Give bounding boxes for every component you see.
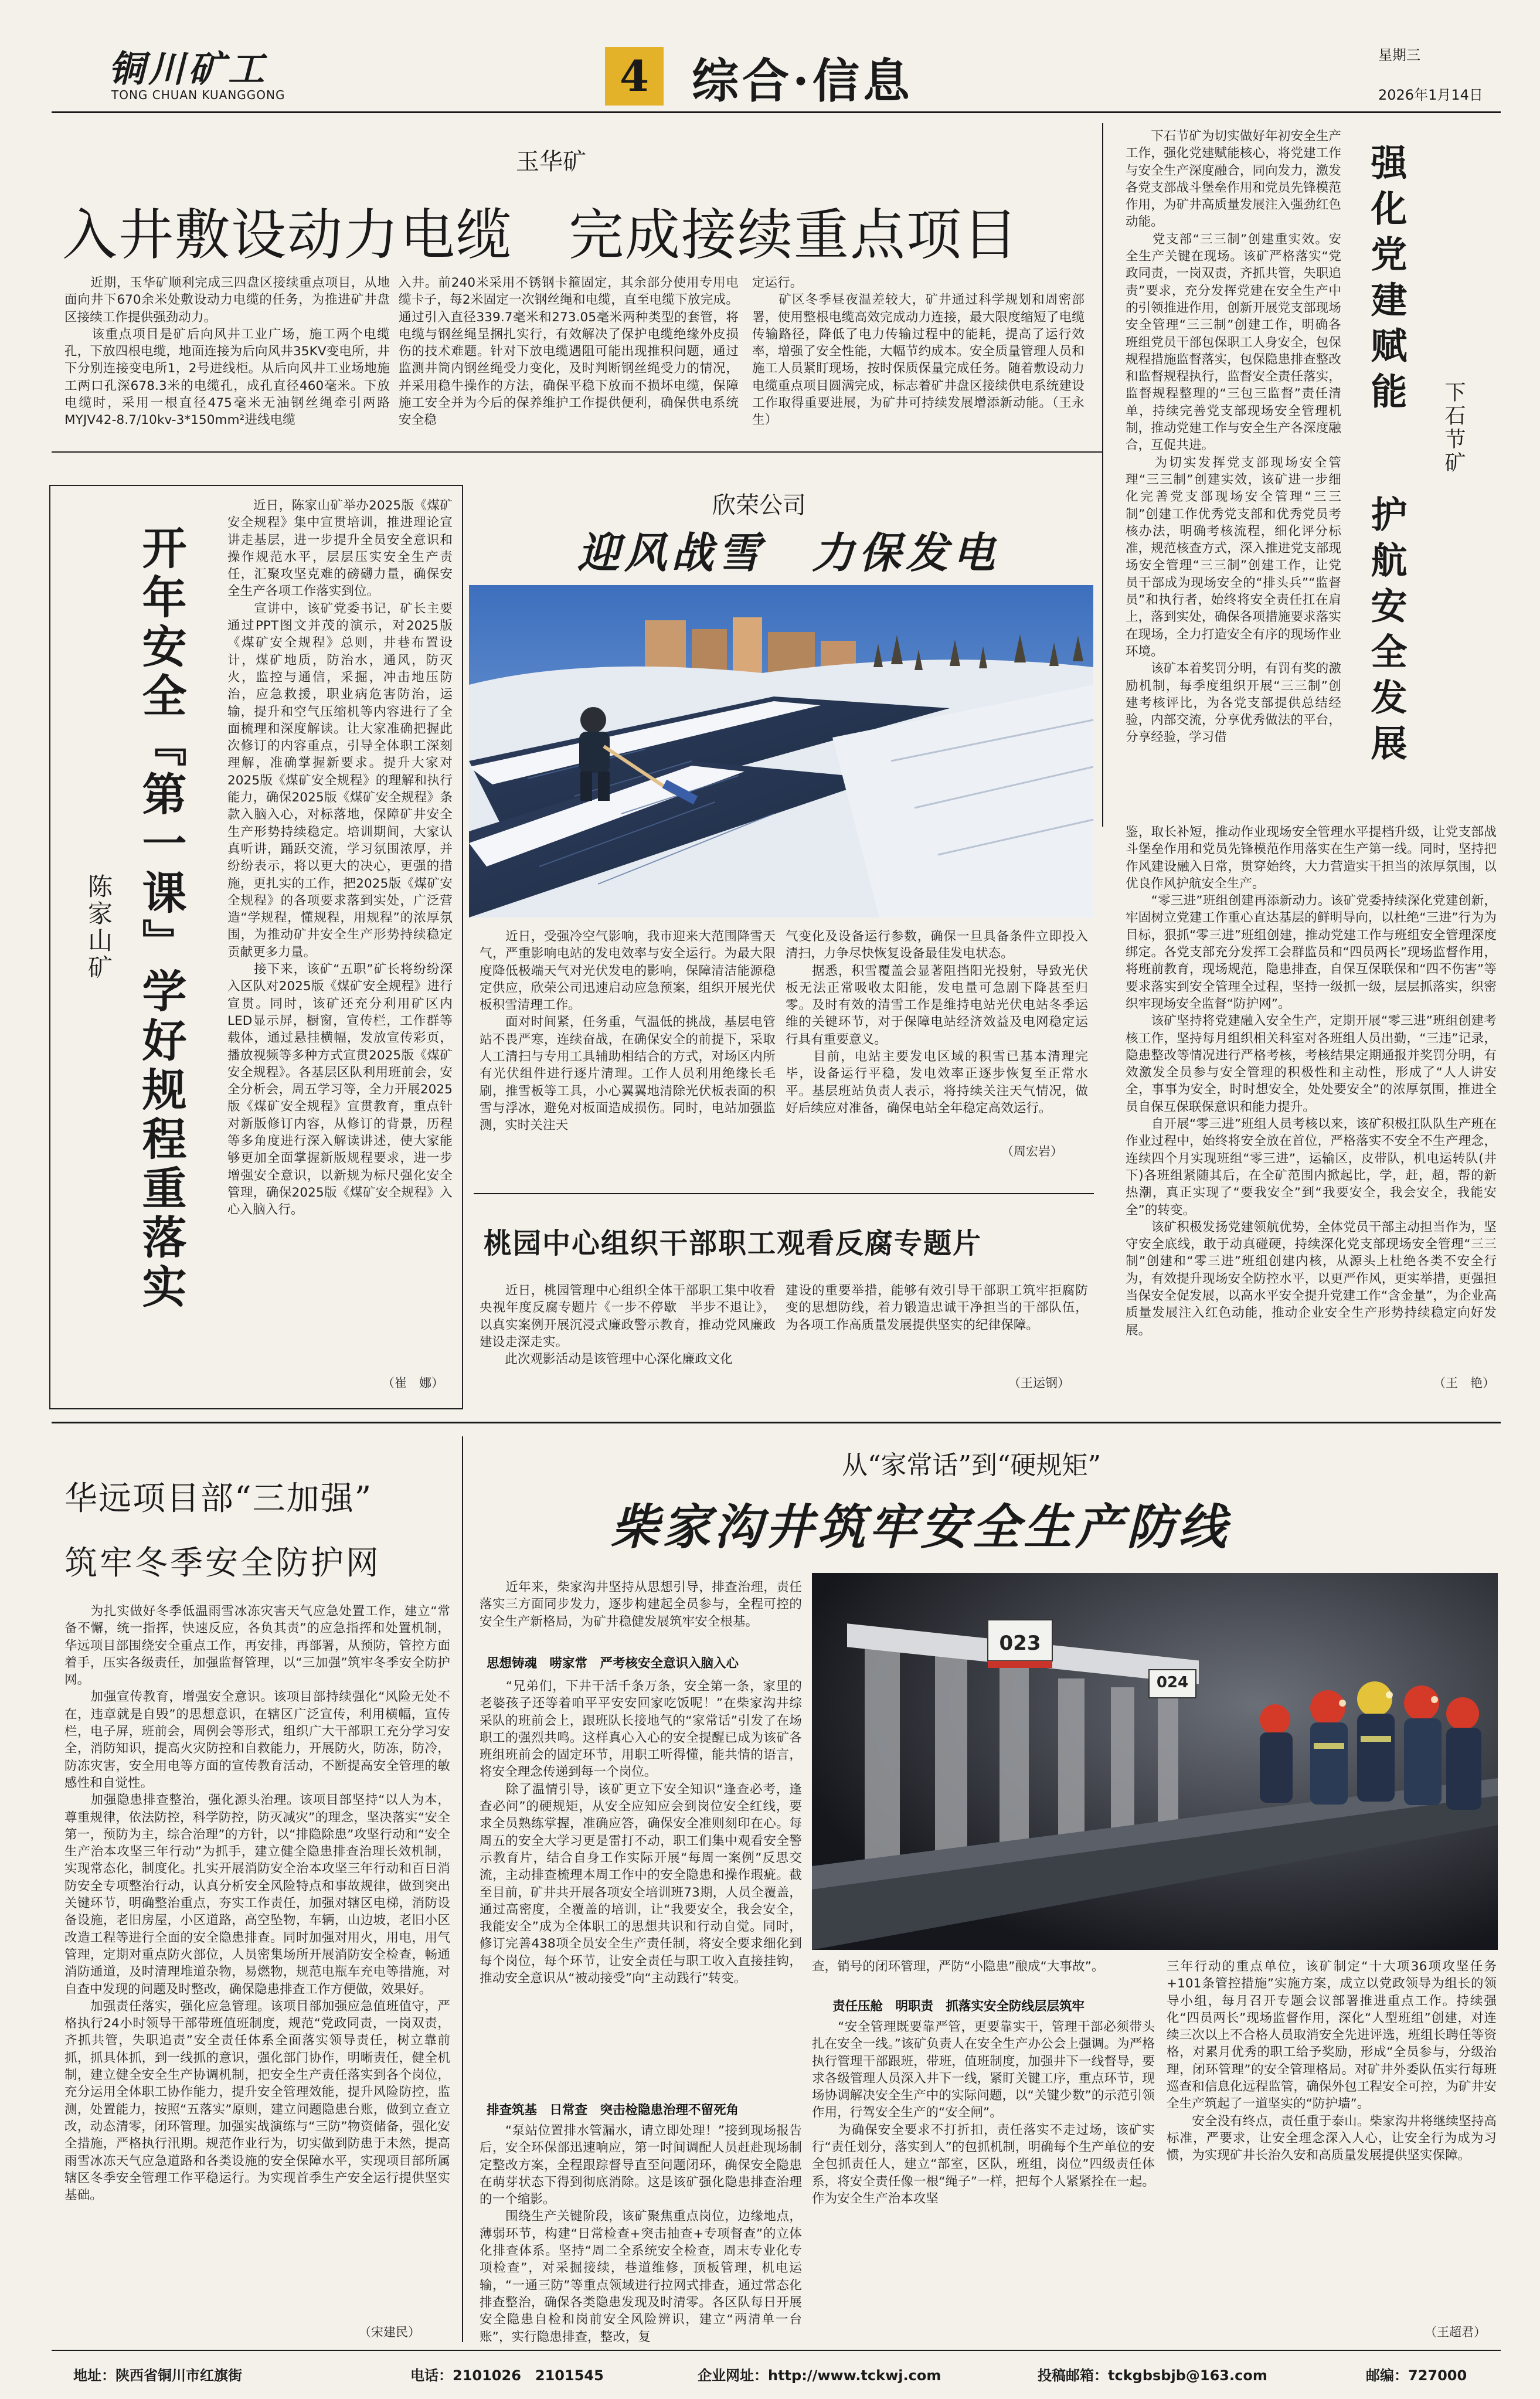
section-title: 综合·信息 bbox=[692, 53, 913, 108]
article6-body: 为扎实做好冬季低温雨雪冰冻灾害天气应急处置工作，建立“常备不懈，统一指挥，快速反应，各负其责”的应急指挥和处置机制，华远项目部围绕安全重点工作，再安排，再部署，从预防，管控方面着手，压实各级责任，加强监督管理，以“三加强”筑牢冬季安全防护网。 加强宣传教育，增强安全意识。该项目部持续强化“风险无处不在，违章就是自毁”的思想意识，在辖区广泛宣传，利用横幅，宣传栏，电子屏，班前会，周例会等形式，组织广大干部职工充分学习安全，消防知识，提高火灾防控和自救能力，开展防火，防冻，防冷，防冻灾害，安全用电等方面的宣传教育活动，不断提高安全管理的敏感性和自觉性。 加强隐患排查整治，强化源头治理。该项目部坚持“以人为本，尊重规律，依法防控，科学防控，防灭减灾”的理念，坚决落实“安全第一，预防为主，综合治理”的方针，以“排隐除患”攻坚行动和“安全生产治本攻坚三年行动”为抓手，建立健全隐患排查治理长效机制，实现常态化，制度化。扎实开展消防安全治本攻坚三年行动和百日消防安全专项整治行动，认真分析安全风险特点和事故规律，做到突出关键环节，明确整治重点，夯实工作责任，加强对辖区电梯，消防设备设施，老旧房屋，小区道路，高空坠物，车辆，山边坡，老旧小区改造工程等进行全面的安全隐患排查。同时加强对用火，用电，用气管理，定期对重点防火部位，人员密集场所开展消防安全检查，畅通消防通道，及时清理堆道杂物，易燃物，规范电瓶车充电等措施，对自查中发现的问题及时整改，确保隐患排查工作方便做，效果好。 加强责任落实，强化应急管理。该项目部加强应急值班值守，严格执行24小时领导干部带班值班制度，规范“党政同责，一岗双责，齐抓共管，失职追责”安全责任体系全面落实领导责任，树立靠前抓，抓具体抓，到一线抓的意识，强化部门协作，明晰责任，健全机制，建立健全安全生产协调机制，把安全生产责任落实到各个岗位，充分运用全体职工协作能力，提升安全管理效能，提升风险防控，监测，处置能力，按照“五落实”原则，建立问题隐患台账，做到立查立改，动态清零，闭环管理。加强实战演练与“三防”物资储备，强化安全措施，严格执行汛期。规范作业行为，切实做到防患于未然，提高雨雪冰冻天气应急道路和各类设施的安全保障水平，实现项目部所属辖区冬季安全管理工作平稳运行。为实现首季生产安全运行提供坚实基础。 bbox=[64, 1604, 450, 2203]
article5-headline-1: 强化党建赋能 bbox=[1365, 144, 1408, 418]
solar-snow-illustration bbox=[469, 585, 1093, 918]
mine-sign-2: 024 bbox=[1156, 1674, 1189, 1691]
masthead-rule bbox=[52, 111, 1501, 113]
article4-col1: 近日，桃园管理中心组织全体干部职工集中收看央视年度反腐专题片《一步不停歇 半步不退让》，以真实案例开展沉浸式廉政警示教育，推动党风廉政建设走深走实。 此次观影活动是该管理中心深化廉政文化 bbox=[480, 1283, 776, 1367]
article2-signature: （崔 娜） bbox=[382, 1376, 444, 1390]
article7-sec2: “泵站位置排水管漏水，请立即处理！”接到现场报告后，安全环保部迅速响应，第一时间调配人员赶赴现场制定整改方案，全程跟踪督导直至问题闭环，确保安全隐患在萌芽状态下得到彻底消除。这是该矿强化隐患排查治理的一个缩影。 围绕生产关键阶段，该矿聚焦重点岗位，边缘地点，薄弱环节，构建“日常检查+突击抽查+专项督查”的立体化排查体系。坚持“周二全系统安全检查，周末专业化专项检查”，对采掘接续，巷道维修，顶板管理，机电运输，“一通三防”等重点领域进行拉网式排查，通过常态化排查整治，确保各类隐患发现及时清零。各区队每日开展安全隐患自检和岗前安全风险辨识，建立“两清单一台账”，实行隐患排查，整改，复 bbox=[480, 2123, 802, 2344]
page-number: 4 bbox=[619, 51, 650, 101]
article3-col1: 近日，受强冷空气影响，我市迎来大范围降雪天气，严重影响电站的发电效率与安全运行。为最大限度降低极端天气对光伏发电的影响，保障清洁能源稳定供应，欣荣公司迅速启动应急预案，组织开展光伏板积雪清理工作。 面对时间紧，任务重，气温低的挑战，基层电管站不畏严寒，连续奋战，在确保安全的前提下，采取人工清扫与专用工具辅助相结合的方式，对场区内所有光伏组件进行逐片清理。工作人员利用绝缘长毛刷，推雪板等工具，小心翼翼地清除光伏板表面的积雪与浮冰，避免对板面造成损伤。同时，电站加强监测，实时关注天 bbox=[480, 929, 776, 1133]
mine-photo bbox=[812, 1573, 1498, 1950]
date: 2026年1月14日 bbox=[1378, 87, 1483, 103]
solar-snow-photo bbox=[469, 585, 1093, 918]
article2-source: 陈家山矿 bbox=[84, 874, 113, 981]
article7-sec2b: 查，销号的闭环管理，严防“小隐患”酿成“大事故”。 bbox=[812, 1959, 1104, 1974]
footer-email: 投稿邮箱：tckgbsbjb@163.com bbox=[1038, 2367, 1267, 2384]
article1-col2: 入井。前240米采用不锈钢卡箍固定，其余部分使用专用电缆卡子，每2米固定一次钢丝绳和电缆，直至电缆下放完成。通过引入直径339.7毫米和273.05毫米两种类型的套管，将电缆与钢丝绳呈捆扎实行，有效解决了保护电缆绝缘外皮损伤的技术难题。针对下放电缆遇阻可能出现推积问题，通过监测井筒内钢丝绳受力变化，及时判断钢丝绳受力的情况，并采用稳牛操作的方法，确保平稳下放而不损坏电缆，保障施工安全并为今后的保养维护工作提供便利，确保供电系统安全稳 bbox=[399, 276, 739, 428]
article7-subhead-2: 排查筑基 日常查 突击检隐患治理不留死角 bbox=[487, 2103, 739, 2118]
article3-headline: 迎风战雪 力保发电 bbox=[577, 528, 1000, 577]
article7-sec4: 三年行动的重点单位，该矿制定“十大项36项攻坚任务+101条管控措施”实施方案，成立以党政领导为组长的领导小组，每月召开专题会议部署推进重点工作。持续强化“四员两长”现场监督作用，深化“人型班组”创建，对连续三次以上不合格人员取消安全先进评选，班组长聘任等资格，对累月优秀的职工给予奖励，形成“全员参与，分级治理，闭环管理”的安全管理格局。对矿井外委队伍实行每班巡查和信息化远程监管，确保外包工程安全可控，为矿井安全生产筑起了一道坚实的“防护墙”。 安全没有终点，责任重于泰山。柴家沟井将继续坚持高标准，严要求，让安全理念深入人心，让安全行为成为习惯，为实现矿井长治久安和高质量发展提供坚实保障。 bbox=[1167, 1959, 1497, 2163]
mine-sign-1: 023 bbox=[999, 1632, 1041, 1655]
mine-illustration bbox=[812, 1573, 1498, 1950]
footer-phone: 电话：2101026 2101545 bbox=[410, 2367, 604, 2384]
article6-right-rule bbox=[462, 1436, 463, 2342]
article7-headline: 柴家沟井筑牢安全生产防线 bbox=[611, 1499, 1230, 1555]
article3-col2: 气变化及设备运行参数，确保一旦具备条件立即投入清扫，力争尽快恢复设备最佳发电状态。 据悉，积雪覆盖会显著阻挡阳光投射，导致光伏板无法正常吸收太阳能，发电量可急剧下降甚至归零。及时有效的清雪工作是维持电站光伏电站冬季运维的关键环节，对于保障电站经济效益及电网稳定运行具有重要意义。 目前，电站主要发电区域的积雪已基本清理完毕，设备运行平稳，发电效率正逐步恢复至正常水平。基层班站负责人表示，将持续关注天气情况，做好后续应对准备，确保电站全年稳定高效运行。 bbox=[786, 929, 1088, 1116]
masthead bbox=[0, 0, 1540, 117]
article3-kicker: 欣荣公司 bbox=[712, 492, 806, 519]
footer-address: 地址：陕西省铜川市红旗街 bbox=[73, 2367, 242, 2384]
article7-subhead-3: 责任压舱 明职责 抓落实安全防线层层筑牢 bbox=[832, 1999, 1085, 2014]
article3-signature: （周宏岩） bbox=[1001, 1144, 1063, 1158]
article7-sec3: “安全管理既要靠严管，更要靠实干，管理干部必须带头扎在安全一线。”该矿负责人在安全生产办公会上强调。为严格执行管理干部跟班，带班，值班制度，加强井下一线督导，要求各级管理人员深入井下一线，紧盯关键工序，重点环节，现场协调解决安全生产中的实际问题，以“关键少数”的示范引领作用，行驾安全生产的“安全闸”。 为确保安全要求不打折扣，责任落实不走过场，该矿实行“责任划分，落实到人”的包抓机制，明确每个生产单位的安全包抓责任人，建立“部室，区队，班组，岗位”四级责任体系，将安全责任像一根“绳子”一样，把每个人紧紧拴在一起。作为安全生产治本攻坚 bbox=[812, 2020, 1155, 2206]
footer-website: 企业网址：http://www.tckwj.com bbox=[698, 2367, 941, 2384]
article1-col1: 近期，玉华矿顺利完成三四盘区接续重点项目，从地面向井下670余米处敷设动力电缆的任务，为推进矿井盘区接续工作提供强劲动力。 该重点项目是矿后向风井工业广场，施工两个电缆孔，下放四根电缆，地面连接为后向风井35KV变电所，井下分别连接变电所1，2号进线柜。从后向风井工业场地施工两口孔深678.3米的电缆孔，成孔直径460毫米。下放电缆时，采用一根直径475毫米无油钢丝绳牵引两路MYJV42-8.7/10kv-3*150mm²进线电缆 bbox=[64, 276, 390, 428]
article7-lead: 近年来，柴家沟井坚持从思想引导，排查治理，责任落实三方面同步发力，逐步构建起全员参与，全程可控的安全生产新格局，为矿井稳健发展筑牢安全根基。 bbox=[480, 1580, 802, 1629]
divider-middle bbox=[52, 1422, 1501, 1423]
divider-a1 bbox=[52, 451, 1102, 453]
article7-signature: （王超君） bbox=[1425, 2325, 1486, 2339]
article6-headline-1: 华远项目部“三加强” bbox=[64, 1480, 373, 1518]
paper-pinyin: TONG CHUAN KUANGGONG bbox=[111, 88, 285, 102]
article2-body: 近日，陈家山矿举办2025版《煤矿安全规程》集中宣贯培训，推进理论宣讲走基层，进一步提升全员安全意识和操作规范水平，层层压实安全生产责任，汇聚攻坚克难的磅礴力量，确保安全生产各项工作落实到位。 宣讲中，该矿党委书记，矿长主要通过PPT图文并茂的演示，对2025版《煤矿安全规程》总则，井巷布置设计，煤矿地质，防治水，通风，防灭火，监控与通信，采掘，冲击地压防治，应急救援，职业病危害防治，运输，提升和空气压缩机等内容进行了全面梳理和深度解读。让大家准确把握此次修订的内容重点，引导全体职工深刻理解，准确掌握新要求。提升大家对2025版《煤矿安全规程》的理解和执行能力，确保2025版《煤矿安全规程》条款入脑入心，对标落地，保障矿井安全生产形势持续稳定。培训期间，大家认真听讲，踊跃交流，学习氛围浓厚，并纷纷表示，将以更大的决心，更强的措施，更扎实的工作，把2025版《煤矿安全规程》的各项要求落到实处，广泛营造“学规程，懂规程，用规程”的浓厚氛围，为推动矿井安全生产形势持续稳定贡献更多力量。 接下来，该矿“五职”矿长将纷纷深入区队对2025版《煤矿安全规程》进行宣贯。同时，该矿还充分利用矿区内LED显示屏，橱窗，宣传栏，工作群等载体，通过悬挂横幅，发放宣传彩页，播放视频等多种方式宣贯2025版《煤矿安全规程》。各基层区队利用班前会，安全分析会，周五学习等，全力开展2025版《煤矿安全规程》宣贯教育，重点针对新版修订内容，从修订的背景，历程等多角度进行深入解读讲述，使大家能够更加全面掌握新版规程要求，进一步增强安全意识，以新规为标尺强化安全管理，确保2025版《煤矿安全规程》入心入脑入行。 bbox=[227, 498, 453, 1218]
article5-source: 下石节矿 bbox=[1442, 381, 1466, 475]
article4-col2: 建设的重要举措，能够有效引导干部职工筑牢拒腐防变的思想防线，着力锻造忠诚干净担当的干部队伍，为各项工作高质量发展提供坚实的纪律保障。 bbox=[786, 1283, 1088, 1333]
article5-headline-2: 护航安全发展 bbox=[1365, 495, 1408, 770]
article1-headline: 入井敷设动力电缆 完成接续重点项目 bbox=[62, 203, 1019, 267]
weekday: 星期三 bbox=[1378, 47, 1420, 63]
footer-rule bbox=[52, 2350, 1501, 2351]
article1-col3: 定运行。 矿区冬季昼夜温差较大，矿井通过科学规划和周密部署，使用整根电缆高效完成动力连接，最大限度缩短了电缆传输路径，降低了电力传输过程中的能耗，提高了运行效率，增强了安全性能，大幅节约成本。安全质量管理人员和施工人员紧盯现场，按时保质保量完成任务。随着敷设动力电缆重点项目圆满完成，标志着矿井盘区接续供电系统建设工作取得重要进展，为矿井可持续发展增添新动能。（王永生） bbox=[752, 276, 1085, 428]
article5-body-full: 鉴，取长补短，推动作业现场安全管理水平提档升级，让党支部战斗堡垒作用和党员先锋模范作用落实在生产第一线。同时，坚持把作风建设融入日常，贯穿始终，大力营造实干担当的浓厚氛围，以优良作风护航安全生产。 “零三进”班组创建再添新动力。该矿党委持续深化党建创新，牢固树立党建工作重心直达基层的鲜明导向，以杜绝“三进”行为为目标，狠抓“零三进”班组创建，推动党建工作与班组安全管理深度绑定。各党支部充分发挥工会群监员和“四员两长”现场监督作用，将班前教育，现场规范，隐患排查，自保互保联保和“四不伤害”等要求落实到安全管理全过程，坚持一级抓一级，层层抓落实，织密织牢现场安全监督“防护网”。 该矿坚持将党建融入安全生产，定期开展“零三进”班组创建考核工作，坚持每月组织相关科室对各班组人员出勤，“三违”记录，隐患整改等情况进行严格考核，考核结果定期通报并奖罚分明，有效激发全员参与安全管理的积极性和主动性，形成了“人人讲安全，事事为安全，时时想安全，处处要安全”的浓厚氛围，推进全员自保互保联保意识和能力提升。 自开展“零三进”班组人员考核以来，该矿积极扛队队生产班在作业过程中，始终将安全放在首位，严格落实不安全不生产理念，连续四个月实现班组“零三进”，运输区，皮带队，机电运转队(井下)各班组紧随其后，在全矿范围内掀起比，学，赶，超，帮的新热潮，真正实现了“要我安全”到“我要安全，我会安全，我能安全”的转变。 该矿积极发扬党建领航优势，全体党员干部主动担当作为，坚守安全底线，敢于动真碰硬，持续深化党支部现场安全管理“三三制”创建和“零三进”班组创建内核，从源头上杜绝各类不安全行为，有效提升现场安全防控水平，以更严作风，更实举措，更强担当保安全促发展，以高水平安全提升党建工作“含金量”，为企业高质量发展注入红色动能，推动企业安全生产形势持续稳定向好发展。 bbox=[1126, 825, 1497, 1338]
article5-left-rule bbox=[1102, 123, 1103, 827]
article6-headline-2: 筑牢冬季安全防护网 bbox=[64, 1544, 381, 1582]
article7-sec1: “兄弟们，下井干活千条万条，安全第一条，家里的老婆孩子还等着咱平平安安回家吃饭呢！”在柴家沟井综采队的班前会上，跟班队长接地气的“家常话”引发了在场职工的强烈共鸣。这样真心入心的安全提醒已成为该矿各班组班前会的固定环节，用职工听得懂，能共情的语言，将安全理念传递到每一个岗位。 除了温情引导，该矿更立下安全知识“逢查必考，逢查必问”的硬规矩，从安全应知应会到岗位安全红线，要求全员熟练掌握，准确应答，确保安全准则刻印在心。每周五的安全大学习更是雷打不动，职工们集中观看安全警示教育片，结合自身工作实际开展“每周一案例”反思交流，主动排查梳理本周工作中的安全隐患和操作瑕疵。截至目前，矿井共开展各项安全培训班73期，人员全覆盖，通过高密度，全覆盖的培训，让“我要安全，我会安全，我能安全”成为全体职工的思想共识和行动自觉。同时，修订完善438项全员安全生产责任制，将安全要求细化到每个岗位，每个环节，让安全责任与职工收入直接挂钩，推动安全意识从“被动接受”向“主动践行”转变。 bbox=[480, 1679, 802, 1986]
article4-signature: （王运钢） bbox=[1008, 1376, 1070, 1390]
article5-signature: （王 艳） bbox=[1433, 1376, 1495, 1390]
article1-kicker: 玉华矿 bbox=[516, 148, 586, 175]
paper-name: 铜川矿工 bbox=[108, 47, 268, 90]
article6-signature: （宋建民） bbox=[359, 2325, 420, 2339]
article2-headline: 开年安全『第一课』学好规程重落实 bbox=[135, 525, 187, 1313]
article4-headline: 桃园中心组织干部职工观看反腐专题片 bbox=[484, 1227, 983, 1260]
article5-body-top: 下石节矿为切实做好年初安全生产工作，强化党建赋能核心，将党建工作与安全生产深度融合，同向发力，激发各党支部战斗堡垒作用和党员先锋模范作用，为矿井高质量发展注入强劲红色动能。 党支部“三三制”创建重实效。安全生产关键在现场。该矿严格落实“党政同责，一岗双责，齐抓共管，失职追责”要求，充分发挥党建在安全生产中的引领推进作用，创新开展党支部现场安全管理“三三制”创建工作，明确各班组党员干部包保职工人身安全，包保规程措施监督落实，包保隐患排查整改和监督规程执行，监督安全责任落实，监督规程整理的“三包三监督”责任清单，持续完善党支部现场安全管理机制，推动党建工作与安全生产各深度融合，互促共进。 为切实发挥党支部现场安全管理“三三制”创建实效，该矿进一步细化完善党支部现场安全管理“三三制”创建工作优秀党支部和优秀党员考核办法，明确考核流程，细化评分标准，规范核查方式，深入推进党支部现场安全管理“三三制”创建工作，让党员干部成为现场安全的“排头兵”“监督员”和执行者，始终将安全责任扛在肩上，落到实处，确保各项措施要求落实在现场，全力打造安全有序的现场作业环境。 该矿本着奖罚分明，有罚有奖的激励机制，每季度组织开展“三三制”创建考核评比，为各党支部提供总结经验，内部交流，分享优秀做法的平台，分享经验，学习借 bbox=[1126, 129, 1341, 745]
article7-kicker: 从“家常话”到“硬规矩” bbox=[842, 1450, 1101, 1480]
footer bbox=[0, 2356, 1540, 2391]
footer-postcode: 邮编：727000 bbox=[1366, 2367, 1467, 2384]
article7-subhead-1: 思想铸魂 唠家常 严考核安全意识入脑入心 bbox=[487, 1656, 739, 1671]
divider-a3 bbox=[474, 1193, 1094, 1194]
